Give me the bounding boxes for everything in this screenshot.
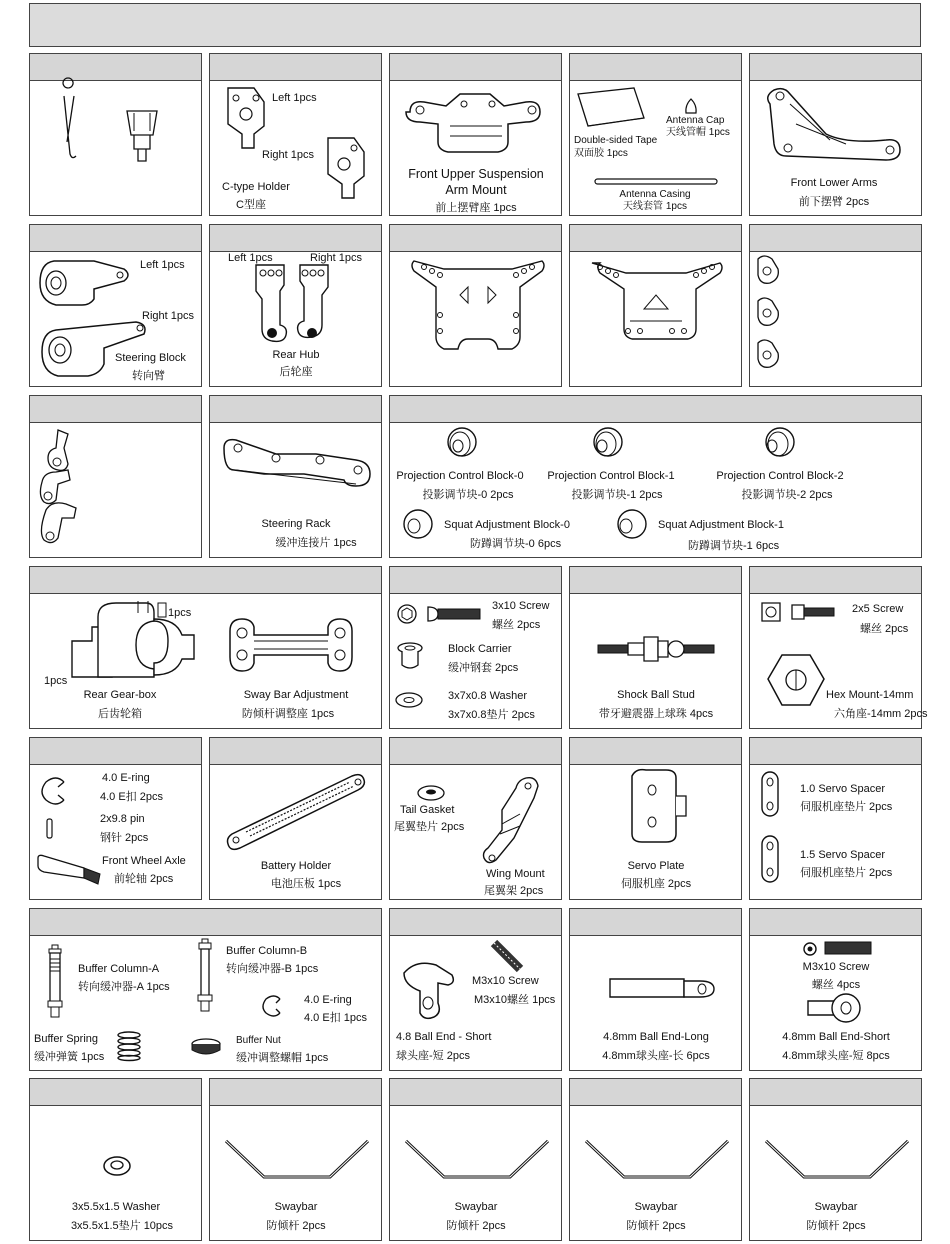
- part-cell-front-upper-arm-mount: [389, 53, 562, 216]
- part-cell-steering-rack: [209, 395, 382, 558]
- cell-header: [750, 1079, 921, 1106]
- steering-block-cn: 转向臂: [132, 370, 165, 382]
- swaybar-name: Swaybar: [274, 1201, 318, 1213]
- battery-cn: 电池压板 1pcs: [270, 878, 342, 890]
- swaybar-icon: [404, 1137, 550, 1183]
- front-shock-tower-icon: [410, 255, 546, 355]
- ball-end-short-icon: [806, 991, 864, 1025]
- washer-cn: 3x7x0.8垫片 2pcs: [448, 709, 535, 721]
- front-upper-mount-icon: [406, 92, 546, 158]
- front-lower-arm-icon: [766, 84, 906, 164]
- rear-hub-left-label: Left 1pcs: [228, 252, 273, 264]
- cell-header: [210, 54, 381, 81]
- spacer10-name: 1.0 Servo Spacer: [800, 783, 885, 795]
- spring-name: Buffer Spring: [34, 1033, 99, 1045]
- screw-head-icon: [396, 603, 418, 625]
- cell-header: [390, 909, 561, 936]
- carrier-name: Block Carrier: [448, 643, 512, 655]
- projection-0-cn: 投影调节块-0 2pcs: [422, 489, 514, 501]
- cell-header: [30, 225, 201, 252]
- swaybar-icon: [584, 1137, 730, 1183]
- tail-gasket-icon: [416, 784, 446, 802]
- sway-adj-name: Sway Bar Adjustment: [243, 689, 349, 701]
- front-upper-cn: 前上摆臂座 1pcs: [435, 202, 517, 214]
- projection-2-name: Projection Control Block-2: [716, 470, 844, 482]
- steering-right-label: Right 1pcs: [142, 310, 194, 322]
- rear-hub-left-icon: [254, 263, 288, 343]
- cell-header: [30, 909, 381, 936]
- antenna-casing-icon: [594, 178, 718, 186]
- part-cell-washer: [29, 1078, 202, 1241]
- body-post-icon: [122, 107, 162, 167]
- c-holder-right-icon: [318, 134, 370, 206]
- cell-header: [210, 225, 381, 252]
- axle-cn: 前轮轴 2pcs: [114, 873, 174, 885]
- part-cell-ball-end-short: [389, 908, 562, 1071]
- cell-header: [210, 396, 381, 423]
- m3-screw-head-icon: [802, 941, 818, 957]
- projection-block-2-icon: [756, 426, 798, 464]
- cell-header: [30, 396, 201, 423]
- block-carrier-icon: [396, 641, 424, 671]
- casing-label: Antenna Casing: [619, 189, 691, 200]
- part-cell-control-blocks: [389, 395, 922, 558]
- rear-hub-cn: 后轮座: [279, 366, 313, 378]
- washer-name: 3x7x0.8 Washer: [448, 690, 528, 702]
- squat-block-1-icon: [610, 508, 650, 544]
- small-mount-icon: [754, 337, 782, 373]
- part-cell-wing-mount: [389, 737, 562, 900]
- buffer-ering-cn: 4.0 E扣 1pcs: [304, 1012, 367, 1024]
- part-cell-ering-pin-axle: [29, 737, 202, 900]
- cap-label: Antenna Cap: [666, 115, 725, 126]
- casing-cn: 天线套管 1pcs: [623, 201, 687, 212]
- nut-name: Buffer Nut: [236, 1035, 281, 1046]
- part-cell-battery-holder: [209, 737, 382, 900]
- m3screw-cn: M3x10螺丝 1pcs: [474, 994, 556, 1006]
- buffer-column-a-icon: [44, 943, 66, 1019]
- screw-icon: [790, 603, 836, 621]
- wing-name: Wing Mount: [486, 868, 545, 880]
- washer7-name: 3x5.5x1.5 Washer: [71, 1201, 161, 1213]
- squat-1-cn: 防蹲调节块-1 6pcs: [688, 540, 780, 552]
- buffer-column-b-icon: [194, 937, 216, 1013]
- gearbox-qty-left: 1pcs: [44, 675, 68, 687]
- projection-2-cn: 投影调节块-2 2pcs: [741, 489, 833, 501]
- spacer15-name: 1.5 Servo Spacer: [800, 849, 885, 861]
- cell-header: [390, 1079, 561, 1106]
- steering-arm-icon: [38, 500, 78, 546]
- projection-1-cn: 投影调节块-1 2pcs: [571, 489, 663, 501]
- swaybar-icon: [764, 1137, 910, 1183]
- part-cell-c-type-holder: [209, 53, 382, 216]
- buffer-a-name: Buffer Column-A: [78, 963, 160, 975]
- steering-block-left-icon: [36, 255, 136, 307]
- hex-cn: 六角座-14mm 2pcs: [834, 708, 928, 720]
- ballend-short-name: 4.8 Ball End - Short: [396, 1031, 492, 1043]
- projection-0-name: Projection Control Block-0: [396, 470, 524, 482]
- part-cell-screw-ball-end: [749, 908, 922, 1071]
- squat-1-name: Squat Adjustment Block-1: [658, 519, 784, 531]
- front-upper-name2: Arm Mount: [445, 183, 507, 197]
- cell-header: [390, 54, 561, 81]
- carrier-cn: 缓冲钢套 2pcs: [448, 662, 519, 674]
- gasket-cn: 尾翼垫片 2pcs: [394, 821, 465, 833]
- cell-header: [390, 567, 561, 594]
- body-clip-icon: [52, 84, 92, 164]
- ering-name: 4.0 E-ring: [102, 772, 150, 784]
- part-cell-swaybar: [389, 1078, 562, 1241]
- cell-header: [750, 909, 921, 936]
- cell-header: [570, 1079, 741, 1106]
- sway-bar-adjustment-icon: [226, 617, 356, 677]
- pin-icon: [46, 818, 54, 840]
- rear-shock-tower-icon: [588, 255, 724, 349]
- front-lower-cn: 前下摆臂 2pcs: [798, 196, 870, 208]
- tape-cn: 双面胶 1pcs: [574, 148, 628, 159]
- squat-block-0-icon: [396, 508, 436, 544]
- swaybar-name: Swaybar: [454, 1201, 498, 1213]
- steering-rack-cn: 缓冲连接片 1pcs: [275, 537, 357, 549]
- screw2-cn: 螺丝 2pcs: [860, 623, 909, 635]
- cell-header: [390, 225, 561, 252]
- part-cell-small-mounts: [749, 224, 922, 387]
- part-cell-steering-block: [29, 224, 202, 387]
- cell-header: [390, 738, 561, 765]
- ballend-short2-cn: 4.8mm球头座-短 8pcs: [782, 1050, 890, 1062]
- cell-header: [390, 396, 921, 423]
- nut-cn: 缓冲调整螺帽 1pcs: [236, 1052, 329, 1064]
- cell-header: [570, 738, 741, 765]
- squat-0-cn: 防蹲调节块-0 6pcs: [470, 538, 562, 550]
- wing-mount-icon: [478, 774, 548, 870]
- stud-cn: 带牙避震器上球珠 4pcs: [598, 708, 714, 720]
- cell-header: [570, 909, 741, 936]
- steering-rack-icon: [220, 436, 376, 496]
- cell-header: [570, 567, 741, 594]
- servo-plate-icon: [624, 766, 694, 846]
- screw-name: 3x10 Screw: [492, 600, 550, 612]
- servo-plate-cn: 伺服机座 2pcs: [620, 878, 692, 890]
- ball-end-short-icon: [400, 959, 460, 1019]
- ballend-long-name: 4.8mm Ball End-Long: [603, 1031, 709, 1043]
- ballend-short2-name: 4.8mm Ball End-Short: [782, 1031, 890, 1043]
- steering-left-label: Left 1pcs: [140, 259, 185, 271]
- gasket-name: Tail Gasket: [400, 804, 455, 816]
- cell-header: [210, 738, 381, 765]
- projection-1-name: Projection Control Block-1: [547, 470, 675, 482]
- projection-block-0-icon: [438, 426, 480, 464]
- ering-cn: 4.0 E扣 2pcs: [100, 791, 163, 803]
- rear-hub-right-icon: [296, 263, 330, 343]
- part-cell-ball-end-long: [569, 908, 742, 1071]
- battery-holder-icon: [228, 772, 368, 848]
- cell-header: [750, 54, 921, 81]
- cell-header: [30, 567, 381, 594]
- front-wheel-axle-icon: [34, 852, 104, 888]
- buffer-nut-icon: [190, 1037, 222, 1057]
- c-holder-left-icon: [220, 84, 272, 154]
- axle-name: Front Wheel Axle: [102, 855, 186, 867]
- part-cell-screw-hex: [749, 566, 928, 729]
- ballend-long-cn: 4.8mm球头座-长 6pcs: [602, 1050, 710, 1062]
- front-lower-name: Front Lower Arms: [790, 177, 878, 189]
- buffer-spring-icon: [116, 1031, 142, 1061]
- gearbox-name: Rear Gear-box: [83, 689, 157, 701]
- buffer-b-cn: 转向缓冲器-B 1pcs: [226, 963, 319, 975]
- cell-header: [30, 738, 201, 765]
- spacer15-cn: 伺服机座垫片 2pcs: [800, 867, 893, 879]
- part-cell-shock-tower-front: [389, 224, 562, 387]
- buffer-ering-name: 4.0 E-ring: [304, 994, 352, 1006]
- pin-cn: 钢针 2pcs: [100, 832, 149, 844]
- ball-end-long-icon: [608, 975, 718, 1003]
- small-mount-icon: [754, 295, 782, 331]
- ballend-short-cn: 球头座-短 2pcs: [396, 1050, 470, 1062]
- c-holder-left-label: Left 1pcs: [272, 92, 317, 104]
- part-cell-steering-arms: [29, 395, 202, 558]
- rear-hub-right-label: Right 1pcs: [310, 252, 362, 264]
- washer7-cn: 3x5.5x1.5垫片 10pcs: [70, 1220, 174, 1232]
- screw-icon: [426, 605, 482, 623]
- double-sided-tape-icon: [576, 86, 646, 130]
- part-cell-swaybar: [749, 1078, 922, 1241]
- servo-plate-name: Servo Plate: [627, 860, 685, 872]
- c-holder-cn: C型座: [236, 199, 266, 211]
- m3screw2-cn: 螺丝 4pcs: [811, 979, 861, 991]
- servo-spacer-icon: [760, 770, 782, 818]
- wing-cn: 尾翼架 2pcs: [484, 885, 544, 897]
- steering-block-name: Steering Block: [115, 352, 186, 364]
- cell-header: [750, 567, 921, 594]
- hex-name: Hex Mount-14mm: [826, 689, 914, 701]
- part-cell-swaybar: [569, 1078, 742, 1241]
- part-cell-shock-ball-stud: [569, 566, 742, 729]
- stud-name: Shock Ball Stud: [617, 689, 695, 701]
- m3screw-name: M3x10 Screw: [472, 975, 539, 987]
- c-holder-name: C-type Holder: [222, 181, 290, 193]
- swaybar-cn: 防倾杆 2pcs: [446, 1220, 506, 1232]
- gearbox-cn: 后齿轮箱: [98, 708, 142, 720]
- part-cell-screw-carrier-washer: [389, 566, 562, 729]
- part-cell-shock-tower-rear: [569, 224, 742, 387]
- buffer-b-name: Buffer Column-B: [226, 945, 308, 957]
- gearbox-qty-top: 1pcs: [168, 607, 192, 619]
- swaybar-name: Swaybar: [634, 1201, 678, 1213]
- swaybar-cn: 防倾杆 2pcs: [266, 1220, 326, 1232]
- screw-cn: 螺丝 2pcs: [492, 619, 541, 631]
- spacer10-cn: 伺服机座垫片 2pcs: [800, 801, 893, 813]
- pin-name: 2x9.8 pin: [100, 813, 145, 825]
- washer-icon: [102, 1155, 132, 1177]
- swaybar-cn: 防倾杆 2pcs: [806, 1220, 866, 1232]
- cell-header: [570, 225, 741, 252]
- m3screw2-name: M3x10 Screw: [802, 961, 870, 973]
- battery-name: Battery Holder: [260, 860, 332, 872]
- swaybar-icon: [224, 1137, 370, 1183]
- m3-screw-icon: [490, 939, 524, 973]
- swaybar-name: Swaybar: [814, 1201, 858, 1213]
- part-cell-rear-hub: [209, 224, 382, 387]
- c-holder-right-label: Right 1pcs: [262, 149, 314, 161]
- part-cell-gearbox-sway: [29, 566, 382, 729]
- part-cell-servo-plate: [569, 737, 742, 900]
- swaybar-cn: 防倾杆 2pcs: [626, 1220, 686, 1232]
- spring-cn: 缓冲弹簧 1pcs: [34, 1051, 105, 1063]
- cell-header: [750, 738, 921, 765]
- buffer-a-cn: 转向缓冲器-A 1pcs: [78, 981, 170, 993]
- part-cell-servo-spacers: [749, 737, 922, 900]
- e-ring-icon: [260, 993, 286, 1019]
- squat-0-name: Squat Adjustment Block-0: [444, 519, 570, 531]
- projection-block-1-icon: [584, 426, 626, 464]
- cell-header: [30, 54, 201, 81]
- shock-ball-stud-icon: [596, 631, 718, 667]
- small-mount-icon: [754, 253, 782, 289]
- cell-header: [570, 54, 741, 81]
- front-upper-name1: Front Upper Suspension: [408, 167, 544, 181]
- steering-arm-icon: [42, 428, 72, 472]
- steering-rack-name: Steering Rack: [261, 518, 331, 530]
- cell-header: [210, 1079, 381, 1106]
- m3-screw-icon: [824, 941, 872, 955]
- tape-label: Double-sided Tape: [574, 135, 658, 146]
- part-cell-buffer: [29, 908, 382, 1071]
- sway-adj-cn: 防倾杆调整座 1pcs: [241, 708, 335, 720]
- e-ring-icon: [38, 774, 72, 808]
- washer-icon: [394, 691, 424, 709]
- screw2-name: 2x5 Screw: [852, 603, 904, 615]
- hex-mount-icon: [766, 651, 826, 711]
- cell-header: [750, 225, 921, 252]
- servo-spacer-icon: [760, 834, 782, 884]
- top-header-bar: [29, 3, 921, 47]
- part-cell-antenna: [569, 53, 742, 216]
- cell-header: [30, 1079, 201, 1106]
- part-cell-front-lower-arms: [749, 53, 922, 216]
- rear-hub-name: Rear Hub: [272, 349, 320, 361]
- screw-head-icon: [760, 601, 782, 623]
- part-cell-clip-and-post: [29, 53, 202, 216]
- cap-cn: 天线管帽 1pcs: [666, 127, 730, 138]
- part-cell-swaybar: [209, 1078, 382, 1241]
